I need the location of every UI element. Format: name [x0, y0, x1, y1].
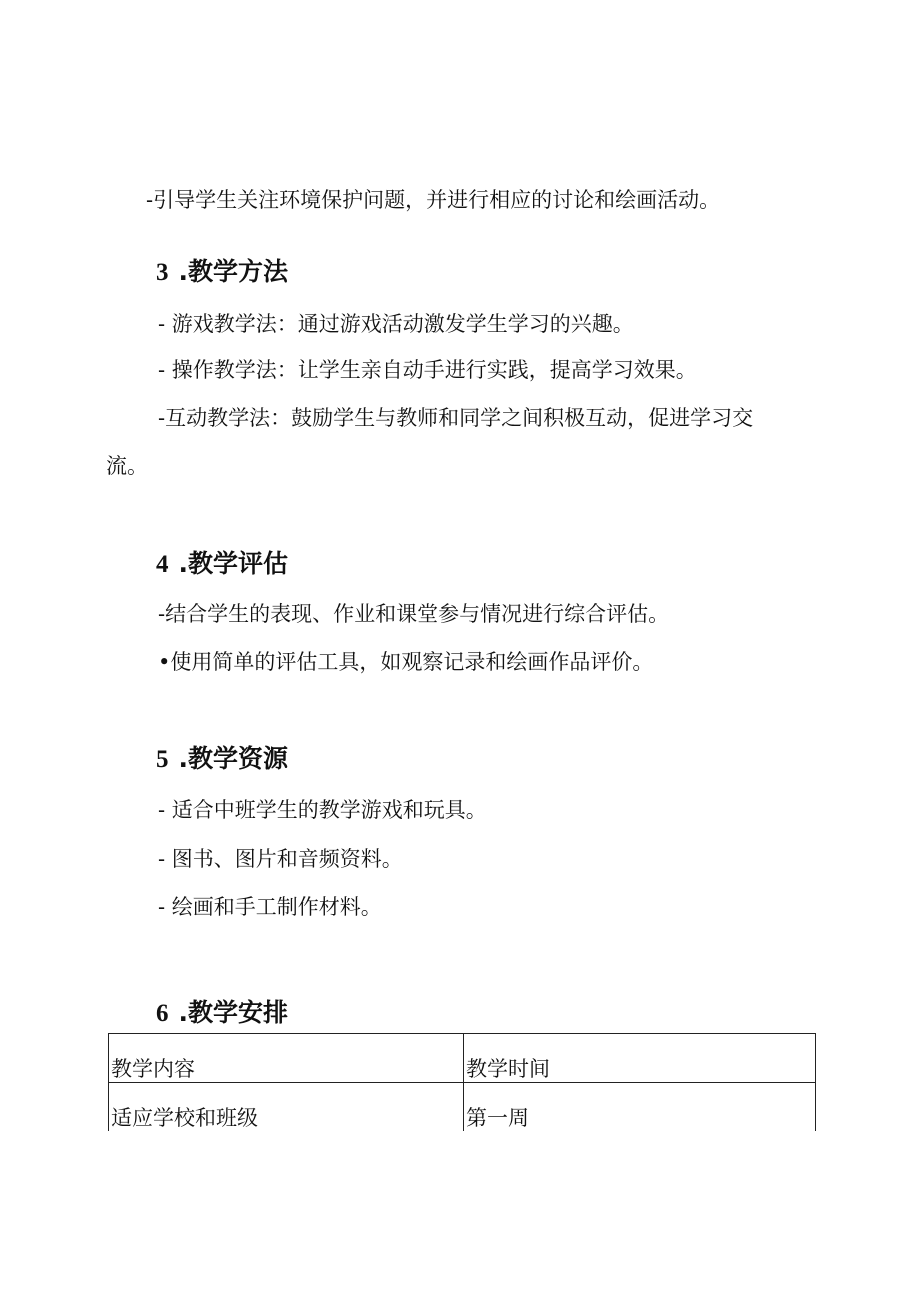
list-item: -结合学生的表现、作业和课堂参与情况进行综合评估。: [158, 602, 670, 626]
section-heading-6: [156, 997, 288, 1030]
list-item: - 操作教学法：让学生亲自动手进行实践，提高学习效果。: [158, 358, 697, 382]
table-header-row: [109, 1034, 816, 1083]
schedule-table: [108, 1033, 816, 1131]
intro-line: -引导学生关注环境保护问题，并进行相应的讨论和绘画活动。: [146, 188, 721, 212]
list-item: - 游戏教学法：通过游戏活动激发学生学习的兴趣。: [158, 312, 634, 336]
section-title: .教学安排: [178, 998, 288, 1027]
section-heading-5: [156, 743, 288, 776]
section-title: .教学资源: [178, 744, 288, 773]
table-cell: 适应学校和班级: [109, 1083, 464, 1132]
list-item: - 绘画和手工制作材料。: [158, 895, 382, 919]
list-item: -互动教学法：鼓励学生与教师和同学之间积极互动，促进学习交: [158, 406, 754, 430]
table-header-cell: 教学时间: [464, 1034, 816, 1083]
section-number: 6: [156, 1000, 169, 1027]
table-cell: 第一周: [464, 1083, 816, 1132]
list-item: - 图书、图片和音频资料。: [158, 847, 403, 871]
table-header-cell: 教学内容: [109, 1034, 464, 1083]
section-heading-4: [156, 548, 288, 581]
section-number: 4: [156, 551, 169, 578]
section-title: .教学评估: [178, 549, 288, 578]
list-item-continuation: 流。: [106, 454, 148, 478]
list-item: - 适合中班学生的教学游戏和玩具。: [158, 798, 487, 822]
section-number: 5: [156, 746, 169, 773]
list-item: •使用简单的评估工具，如观察记录和绘画作品评价。: [158, 650, 654, 674]
section-number: 3: [156, 259, 169, 286]
section-heading-3: [156, 256, 288, 289]
table-row: [109, 1083, 816, 1132]
section-title: .教学方法: [178, 257, 288, 286]
